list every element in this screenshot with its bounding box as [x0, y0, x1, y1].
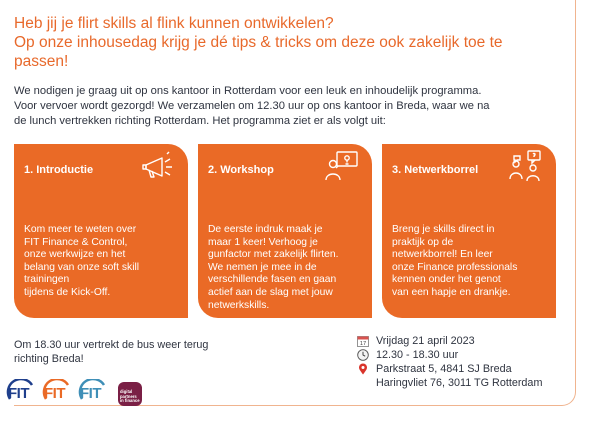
event-details	[356, 334, 542, 390]
card-text-line: van een hapje en drankje.	[392, 286, 511, 298]
card-text	[208, 224, 338, 312]
intro-line: de lunch vertrekken richting Rotterdam. Het programma ziet er als volgt uit:	[14, 115, 386, 127]
card-text-line: maar 1 keer! Verhoog je	[208, 236, 318, 248]
card-text-line: Kom meer te weten over	[24, 224, 137, 235]
fit-logo-text: FIT	[80, 385, 101, 402]
card-text-line: onze werkwijze en het	[24, 249, 126, 261]
card-text-line: kennen onder het genot	[392, 274, 501, 286]
card-text-line: trainingen	[24, 274, 70, 286]
card-text-line: verschillende fasen en gaan	[208, 274, 337, 286]
address-row	[356, 362, 542, 376]
headline	[14, 14, 574, 71]
intro-line: Voor vervoer wordt gezorgd! We verzamelen om 12.30 uur op ons kantoor in Breda, waar we na	[14, 100, 490, 112]
clock-icon	[356, 349, 370, 361]
card-text-line: FIT Finance & Control,	[24, 236, 128, 248]
calendar-icon	[356, 335, 370, 347]
headline-line: Op onze inhousedag krijg je dé tips & tricks om deze ook zakelijk toe te	[14, 34, 503, 51]
fit-logo-orange	[42, 379, 74, 409]
fit-logo-text: FIT	[8, 385, 29, 402]
program-card-workshop	[198, 144, 372, 318]
megaphone-icon	[140, 150, 176, 182]
card-text-line: belang van onze soft skill	[24, 261, 140, 273]
calendar-day: 17	[359, 341, 367, 347]
card-text-line: actief aan de slag met jouw	[208, 286, 333, 298]
headline-line: Heb jij je flirt skills al flink kunnen ontwikkelen?	[14, 15, 334, 32]
card-text-line: De eerste indruk maak je	[208, 224, 323, 235]
card-title: 2. Workshop	[208, 164, 274, 176]
card-text-line: netwerkskills.	[208, 299, 270, 311]
program-card-introductie	[14, 144, 188, 318]
location-pin-icon	[356, 363, 370, 375]
intro-line: We nodigen je graag uit op ons kantoor in Rotterdam voor een leuk en inhoudelijk programma.	[14, 85, 482, 97]
event-date: Vrijdag 21 april 2023	[376, 335, 475, 347]
card-text-line: gunfactor met zakelijk flirten.	[208, 249, 339, 261]
program-card-netwerkborrel	[382, 144, 556, 318]
card-text-line: We nemen je mee in de	[208, 261, 317, 273]
presenter-icon	[324, 150, 360, 182]
date-row	[356, 334, 542, 348]
fit-logo-blue	[6, 379, 38, 409]
time-row	[356, 348, 542, 362]
card-title: 1. Introductie	[24, 164, 94, 176]
dp-logo-line: in finance	[120, 398, 140, 403]
logo-strip	[6, 376, 142, 412]
intro-paragraph	[14, 84, 574, 129]
headline-line: passen!	[14, 53, 69, 70]
card-text-line: Breng je skills direct in	[392, 224, 495, 235]
digital-partners-logo	[118, 382, 142, 406]
address-row-2	[356, 376, 542, 390]
bus-return-note	[14, 338, 208, 366]
people-chat-icon	[508, 150, 544, 182]
card-text-line: tijdens de Kick-Off.	[24, 286, 111, 298]
address-breda: Parkstraat 5, 4841 SJ Breda	[376, 363, 512, 375]
fit-logo-teal	[78, 379, 110, 409]
address-rotterdam: Haringvliet 76, 3011 TG Rotterdam	[376, 377, 543, 389]
card-text-line: netwerkborrel! En leer	[392, 249, 493, 261]
bus-line: richting Breda!	[14, 353, 84, 365]
event-time: 12.30 - 18.30 uur	[376, 349, 459, 361]
dp-logo-line: digital	[120, 389, 133, 394]
card-text-line: praktijk op de	[392, 236, 454, 248]
card-title: 3. Netwerkborrel	[392, 164, 479, 176]
card-text	[392, 224, 517, 300]
card-text	[24, 224, 139, 300]
fit-logo-text: FIT	[44, 385, 65, 402]
dp-logo-line: partners	[120, 393, 137, 399]
bus-line: Om 18.30 uur vertrekt de bus weer terug	[14, 339, 209, 351]
card-text-line: onze Finance professionals	[392, 261, 518, 273]
